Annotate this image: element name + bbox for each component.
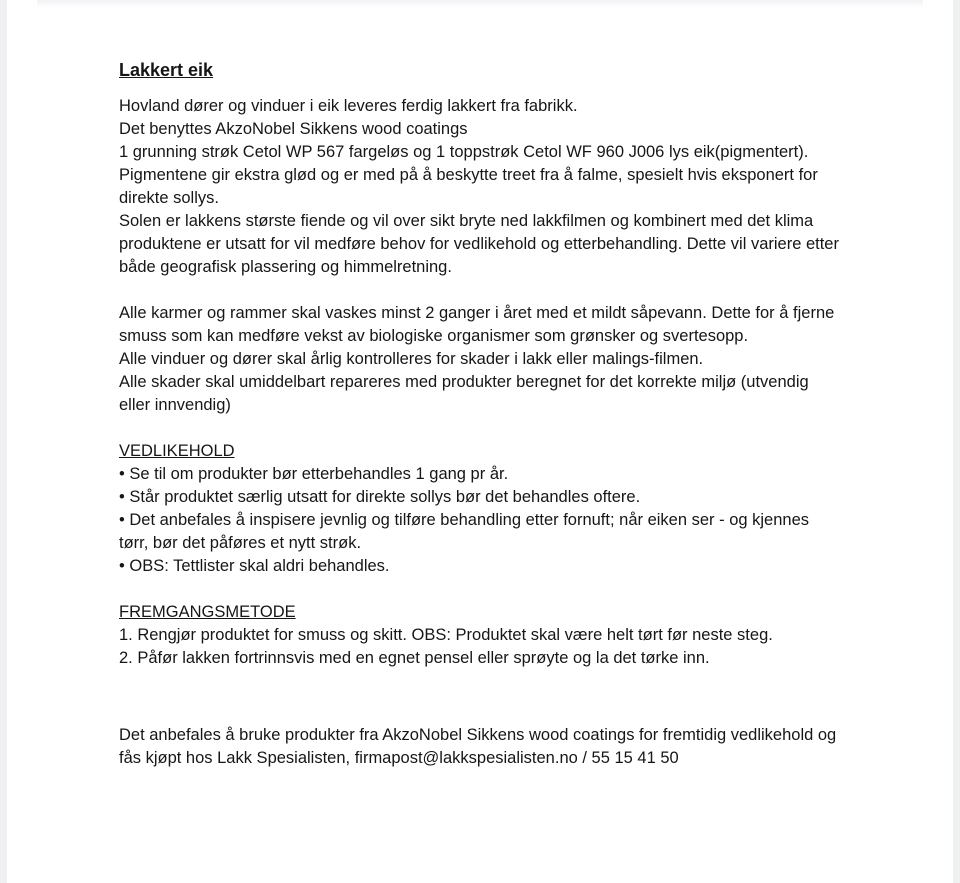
intro-line: Hovland dører og vinduer i eik leveres ferdig lakkert fra fabrikk. [119, 97, 578, 115]
maintenance-item: • Se til om produkter bør etterbehandles 1 gang pr år. [119, 465, 509, 483]
care-line: Alle vinduer og dører skal årlig kontrolleres for skader i lakk eller malings-filmen. [119, 350, 704, 368]
maintenance-item: • Står produktet særlig utsatt for direkte sollys bør det behandles oftere. [119, 488, 641, 506]
care-line: Alle skader skal umiddelbart repareres med produkter beregnet for det korrekte miljø (utvendig eller innvendig) [119, 373, 809, 414]
footer-section [119, 724, 839, 770]
maintenance-heading: VEDLIKEHOLD [119, 442, 235, 460]
care-section [119, 302, 839, 417]
procedure-heading: FREMGANGSMETODE [119, 603, 296, 621]
footer-note: Det anbefales å bruke produkter fra AkzoNobel Sikkens wood coatings for fremtidig vedlikehold og fås kjøpt hos Lakk Spesialisten, firmapost@lakkspesialisten.no / 55 15 41 50 [119, 726, 837, 767]
document-body [119, 56, 839, 770]
intro-line: Pigmentene gir ekstra glød og er med på å beskytte treet fra å falme, spesielt hvis eksponert for direkte sollys. [119, 166, 818, 207]
document-title: Lakkert eik [119, 60, 214, 80]
intro-line: 1 grunning strøk Cetol WP 567 fargeløs og 1 toppstrøk Cetol WF 960 J006 lys eik(pigmentert). [119, 143, 809, 161]
maintenance-section [119, 440, 839, 578]
procedure-step: 2. Påfør lakken fortrinnsvis med en egnet pensel eller sprøyte og la det tørke inn. [119, 649, 710, 667]
maintenance-item: • Det anbefales å inspisere jevnlig og tilføre behandling etter fornuft; når eiken ser - og kjennes tørr, bør det påføres et nytt strøk. [119, 511, 810, 552]
page-top-edge [37, 0, 923, 8]
care-line: Alle karmer og rammer skal vaskes minst 2 ganger i året med et mildt såpevann. Dette for å fjerne smuss som kan medføre vekst av biologiske organismer som grønsker og svertesopp. [119, 304, 835, 345]
procedure-section [119, 601, 839, 670]
intro-line: Det benyttes AkzoNobel Sikkens wood coatings [119, 120, 468, 138]
document-page [7, 0, 953, 883]
procedure-step: 1. Rengjør produktet for smuss og skitt. OBS: Produktet skal være helt tørt før neste steg. [119, 626, 773, 644]
intro-section [119, 95, 839, 279]
intro-line: Solen er lakkens største fiende og vil over sikt bryte ned lakkfilmen og kombinert med det klima produktene er utsatt for vil medføre behov for vedlikehold og etterbehandling. Dette vil variere etter både geografisk plassering og himmelretning. [119, 212, 839, 276]
maintenance-item: • OBS: Tettlister skal aldri behandles. [119, 557, 390, 575]
